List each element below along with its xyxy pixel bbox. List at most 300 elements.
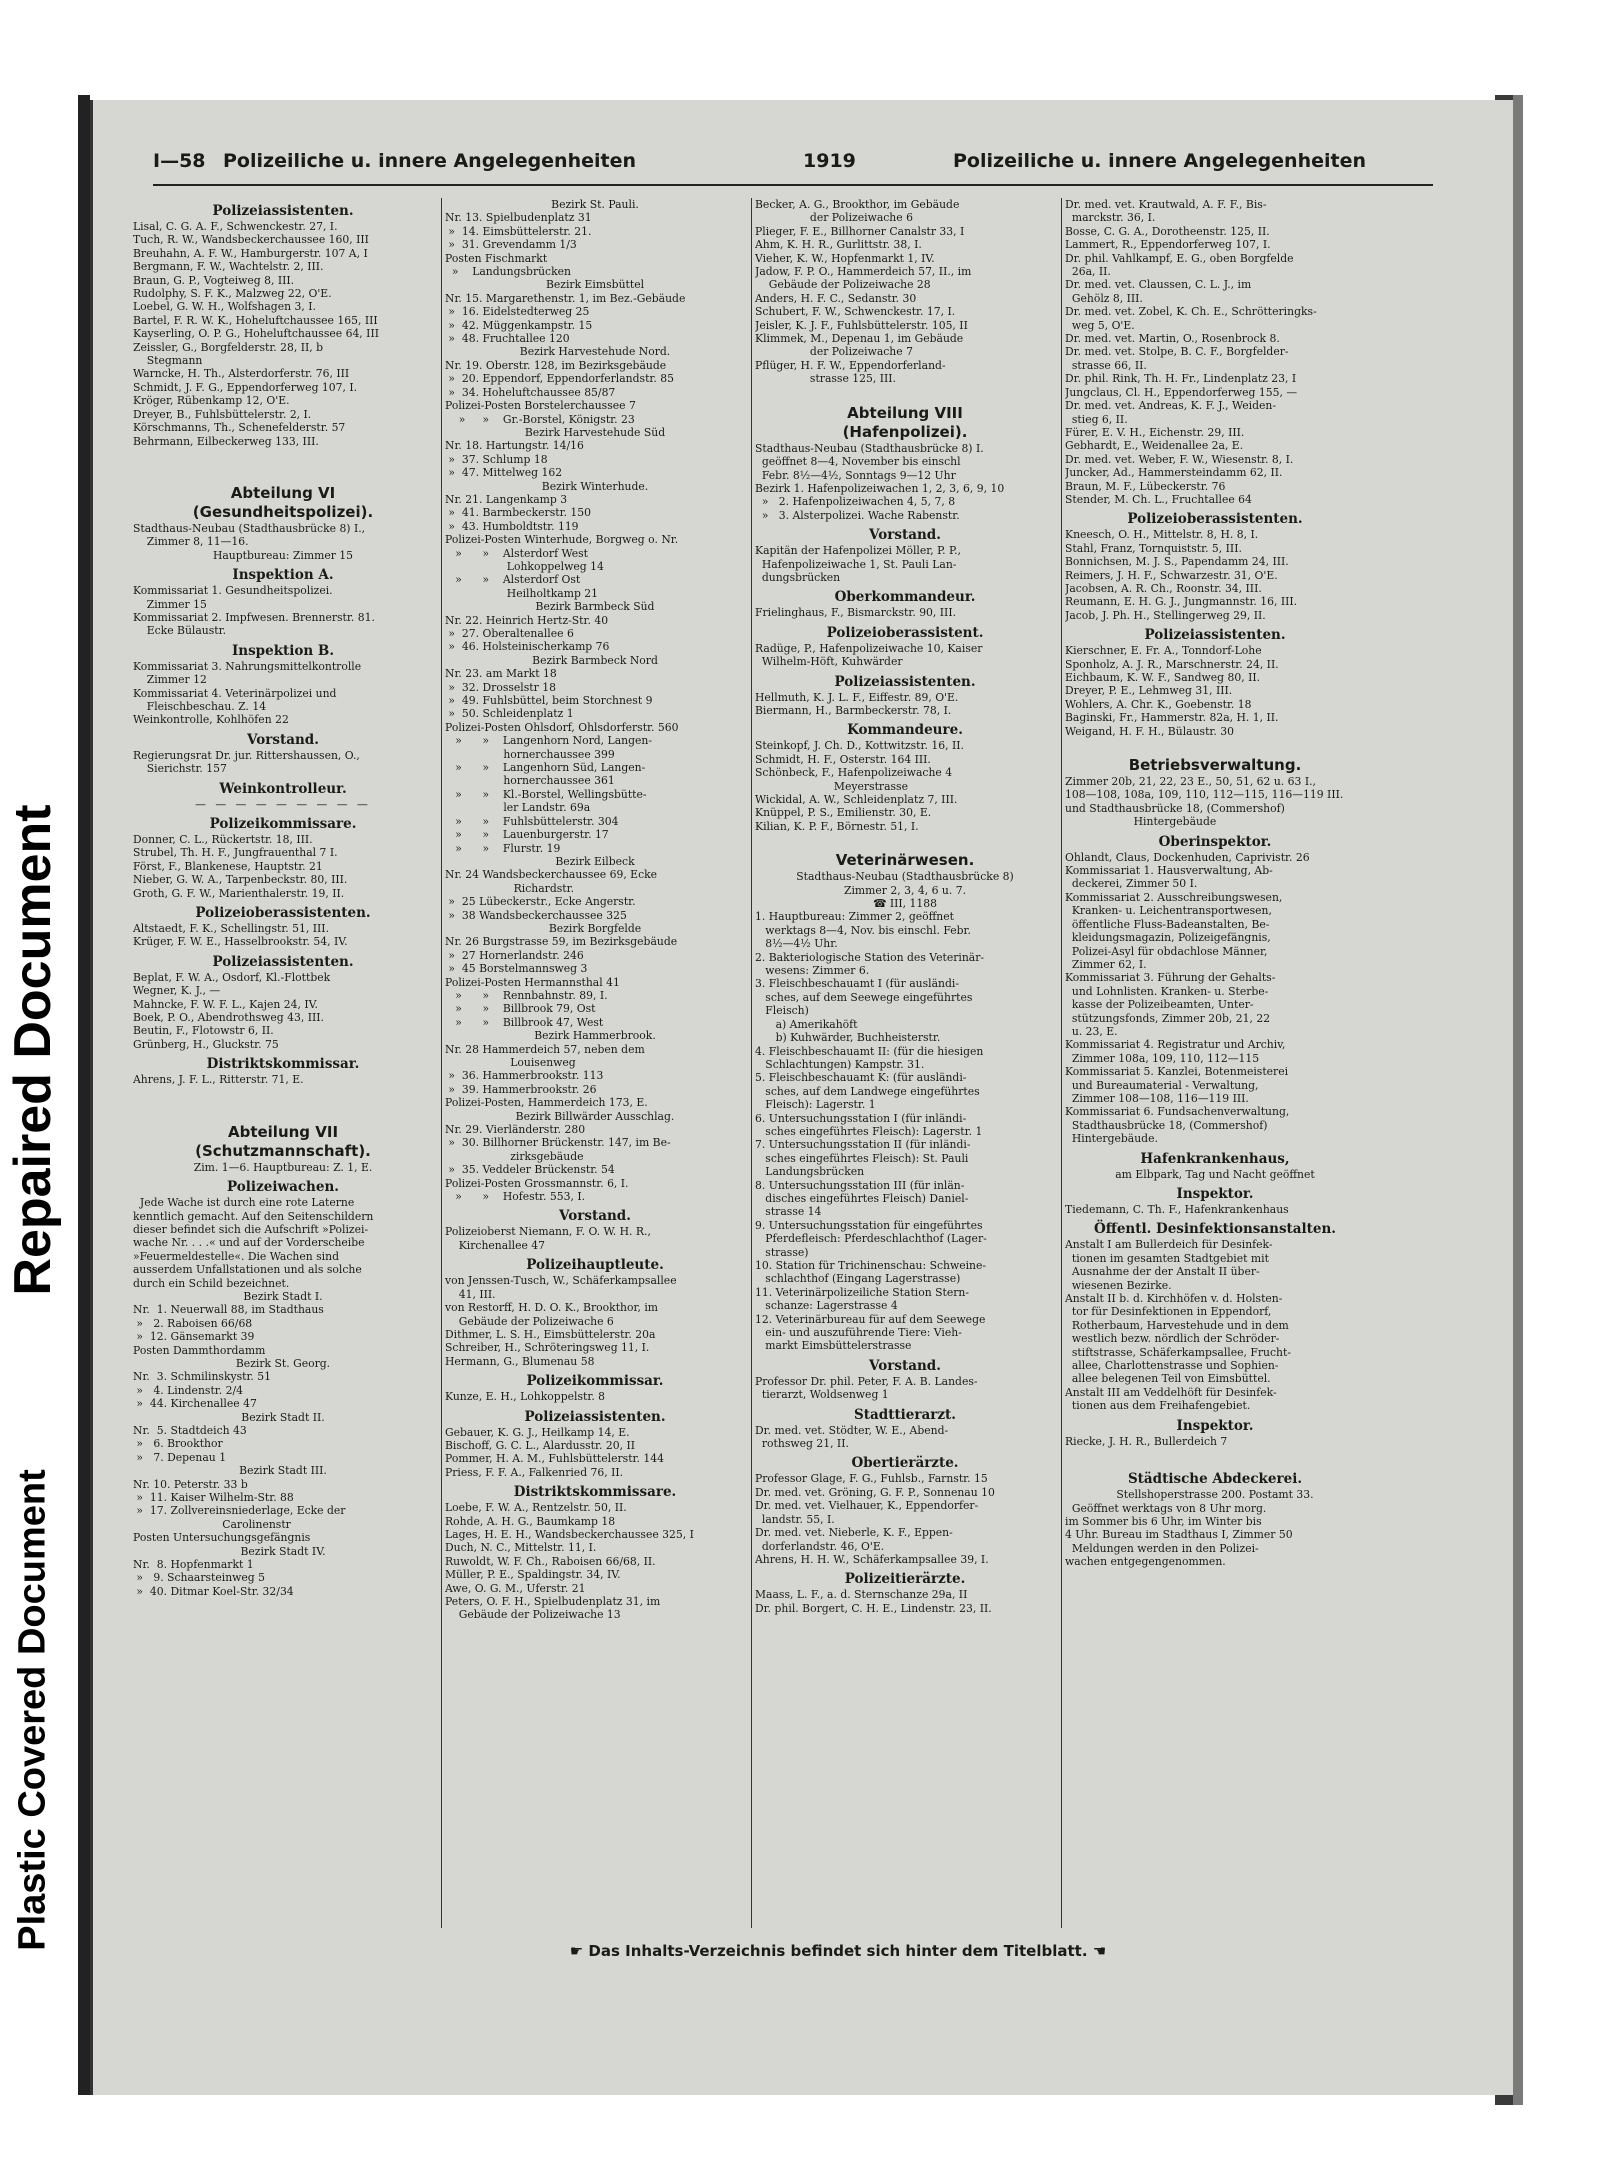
entry-line: Ahm, K. H. R., Gurlittstr. 38, I. (755, 238, 922, 252)
entry-line: Meyerstrasse (755, 779, 908, 793)
subheading: Bezirk Barmbeck Nord (532, 653, 658, 667)
department-heading: (Gesundheitspolizei). (192, 502, 374, 521)
entry-line: Ruwoldt, W. F. Ch., Raboisen 66/68, II. (445, 1554, 656, 1568)
entry-line: Peters, O. F. H., Spielbudenplatz 31, im (445, 1595, 661, 1608)
entry-line: Kunze, E. H., Lohkoppelstr. 8 (445, 1390, 606, 1404)
section-heading: Polizeioberassistenten. (1127, 511, 1303, 528)
entry-line: Biermann, H., Barmbeckerstr. 78, I. (755, 703, 952, 717)
entry-line: allee, Charlottenstrasse und Sophien- (1065, 1359, 1279, 1373)
section-heading: Oberinspektor. (1158, 833, 1272, 850)
entry-line: Bonnichsen, M. J. S., Papendamm 24, III. (1065, 555, 1289, 569)
section-heading: Oberkommandeur. (834, 589, 976, 606)
entry-line: Jadow, F. P. O., Hammerdeich 57, II., im (755, 265, 972, 279)
entry-line: kenntlich gemacht. Auf den Seitenschildern (133, 1209, 374, 1223)
entry-line: Zimmer 108—108, 116—119 III. (1065, 1091, 1249, 1105)
entry-line: Müller, P. E., Spaldingstr. 34, IV. (445, 1568, 621, 1582)
entry-line: Stender, M. Ch. L., Fruchtallee 64 (1065, 492, 1252, 506)
section-heading: Hafenkrankenhaus, (1140, 1150, 1290, 1167)
entry-line: Gehölz 8, III. (1065, 291, 1143, 305)
entry-line: Gebäude der Polizeiwache 28 (755, 278, 931, 292)
entry-line: 11. Veterinärpolizeiliche Station Stern- (755, 1285, 970, 1299)
entry-line: Ecke Bülaustr. (133, 624, 227, 638)
entry-line: Nr. 21. Langenkamp 3 (445, 492, 568, 506)
entry-line: allee belegenen Teil von Eimsbüttel. (1065, 1372, 1271, 1386)
entry-line: dieser befindet sich die Aufschrift »Polizei- (133, 1222, 369, 1236)
entry-line: Donner, C. L., Rückertstr. 18, III. (133, 833, 313, 846)
entry-line: Kommissariat 2. Impfwesen. Brennerstr. 81. (133, 610, 375, 624)
entry-line: Kommissariat 3. Nahrungsmittelkontrolle (133, 659, 362, 673)
entry-line: Fürer, E. V. H., Eichenstr. 29, III. (1065, 425, 1245, 439)
entry-line: Hellmuth, K. J. L. F., Eiffestr. 89, O'E. (755, 690, 959, 704)
entry-line: Sponholz, A. J. R., Marschnerstr. 24, II. (1065, 657, 1279, 671)
header-left-title: Polizeiliche u. innere Angelegenheiten (223, 150, 637, 172)
entry-line: Stegmann (133, 354, 203, 368)
entry-line: Meldungen werden in den Polizei- (1065, 1541, 1259, 1555)
entry-line: Nieber, G. W. A., Tarpenbeckstr. 80, III. (133, 873, 348, 887)
entry-line: Schmidt, J. F. G., Eppendorferweg 107, I. (133, 380, 358, 394)
entry-line: Anstalt I am Bullerdeich für Desinfek- (1065, 1238, 1273, 1252)
entry-line: Bartel, F. R. W. K., Hoheluftchaussee 165, III (133, 313, 378, 327)
entry-line: hornerchaussee 399 (445, 747, 615, 761)
entry-line: Mahncke, F. W. F. L., Kajen 24, IV. (133, 997, 318, 1011)
entry-line: » 48. Fruchtallee 120 (445, 332, 570, 346)
entry-line: tierarzt, Woldsenweg 1 (755, 1388, 889, 1402)
column-1 (133, 198, 433, 1928)
entry-line: Nr. 1. Neuerwall 88, im Stadthaus (133, 1303, 324, 1317)
entry-line: Beplat, F. W. A., Osdorf, Kl.-Flottbek (133, 970, 331, 984)
entry-line: » » Alsterdorf Ost (445, 573, 581, 587)
entry-line: » » Rennbahnstr. 89, I. (445, 988, 608, 1002)
entry-line: Landungsbrücken (755, 1165, 865, 1179)
entry-line: Juncker, Ad., Hammersteindamm 62, II. (1065, 466, 1283, 480)
entry-line: von Jenssen-Tusch, W., Schäferkampsallee (445, 1274, 677, 1288)
header-year: 1919 (803, 150, 856, 172)
entry-line: 4 Uhr. Bureau im Stadthaus I, Zimmer 50 (1065, 1528, 1293, 1542)
entry-line: Dr. med. vet. Zobel, K. Ch. E., Schrötteringks- (1065, 305, 1317, 319)
section-heading: Vorstand. (247, 731, 319, 748)
section-heading: Stadttierarzt. (854, 1406, 956, 1423)
entry-line: disches eingeführtes Fleisch) Daniel- (755, 1191, 969, 1205)
entry-line: » » Flurstr. 19 (445, 841, 561, 855)
header-right-title: Polizeiliche u. innere Angelegenheiten (953, 150, 1367, 172)
entry-line: Kommissariat 4. Registratur und Archiv, (1065, 1038, 1286, 1052)
entry-line: 8. Untersuchungsstation III (für inlän- (755, 1178, 965, 1192)
entry-line: Geöffnet werktags von 8 Uhr morg. (1065, 1501, 1267, 1515)
entry-line: sches, auf dem Landwege eingeführtes (755, 1084, 980, 1098)
entry-line: durch ein Schild bezeichnet. (133, 1276, 290, 1290)
entry-line: Kommissariat 1. Gesundheitspolizei. (133, 584, 333, 598)
entry-line: 108—108, 108a, 109, 110, 112—115, 116—119 III. (1065, 788, 1344, 802)
entry-line: Loebe, F. W. A., Rentzelstr. 50, II. (445, 1501, 627, 1515)
entry-line: » 11. Kaiser Wilhelm-Str. 88 (133, 1491, 294, 1505)
subheading: Bezirk Harvestehude Süd (524, 425, 666, 439)
spacer (133, 448, 433, 466)
entry-line: Dr. med. vet. Weber, F. W., Wiesenstr. 8, I. (1065, 452, 1294, 466)
entry-line: » » Kl.-Borstel, Wellingsbütte- (445, 787, 647, 801)
entry-line: Nr. 15. Margarethenstr. 1, im Bez.-Gebäude (445, 291, 686, 305)
column-divider (441, 198, 442, 1928)
entry-line: Lohkoppelweg 14 (445, 559, 604, 573)
entry-line: stieg 6, II. (1065, 412, 1128, 426)
entry-line: Reimers, J. H. F., Schwarzestr. 31, O'E. (1065, 568, 1278, 582)
entry-line: Altstaedt, F. K., Schellingstr. 51, III. (133, 922, 330, 936)
entry-line: Kneesch, O. H., Mittelstr. 8, H. 8, I. (1065, 528, 1259, 542)
section-heading: Kommandeure. (847, 722, 963, 739)
entry-line: 10. Station für Trichinenschau: Schweine- (755, 1259, 987, 1272)
entry-line: Gebhardt, E., Weidenallee 2a, E. (1065, 439, 1244, 453)
entry-line: 1. Hauptbureau: Zimmer 2, geöffnet (755, 910, 954, 924)
entry-line: Posten Fischmarkt (445, 251, 548, 265)
section-heading: Inspektor. (1176, 1186, 1254, 1202)
entry-line: Kirchenallee 47 (445, 1238, 546, 1252)
entry-line: Kommissariat 2. Ausschreibungswesen, (1065, 890, 1283, 904)
subheading: Hauptbureau: Zimmer 15 (212, 548, 354, 562)
entry-line: Frielinghaus, F., Bismarckstr. 90, III. (755, 606, 957, 620)
subheading: Bezirk Stadt I. (243, 1289, 323, 1303)
entry-line: Fleisch): Lagerstr. 1 (755, 1098, 876, 1112)
entry-line: Schreiber, H., Schröteringsweg 11, I. (445, 1341, 650, 1355)
header-rule (153, 184, 1433, 186)
department-heading: Abteilung VIII (847, 403, 963, 422)
entry-line: sches eingeführtes Fleisch): St. Pauli (755, 1151, 969, 1165)
entry-line: und Lohnlisten. Kranken- u. Sterbe- (1065, 984, 1269, 998)
entry-line: Polizei-Posten, Hammerdeich 173, E. (445, 1096, 648, 1110)
subheading: Bezirk Stadt IV. (240, 1544, 326, 1558)
section-heading: Polizeihauptleute. (526, 1257, 664, 1274)
entry-line: » » Fuhlsbüttelerstr. 304 (445, 814, 619, 828)
section-heading: Polizeioberassistenten. (195, 905, 371, 922)
entry-line: im Sommer bis 6 Uhr, im Winter bis (1065, 1514, 1262, 1528)
entry-line: Hafenpolizeiwache 1, St. Pauli Lan- (755, 557, 957, 571)
entry-line: Polizeioberst Niemann, F. O. W. H. R., (445, 1225, 651, 1239)
entry-line: Nr. 3. Schmilinskystr. 51 (133, 1370, 272, 1384)
subheading: am Elbpark, Tag und Nacht geöffnet (1115, 1167, 1315, 1181)
entry-line: Nr. 28 Hammerdeich 57, neben dem (445, 1042, 645, 1056)
entry-line: Bezirk 1. Hafenpolizeiwachen 1, 2, 3, 6, 9, 10 (755, 481, 1005, 495)
entry-line: 5. Fleischbeschauamt K: (für ausländi- (755, 1071, 967, 1085)
entry-line: Anstalt II b. d. Kirchhöfen v. d. Holsten- (1065, 1292, 1283, 1306)
entry-line: strasse) (755, 1245, 809, 1259)
entry-line: markt Eimsbüttelerstrasse (755, 1339, 912, 1353)
entry-line: Nr. 19. Oberstr. 128, im Bezirksgebäude (445, 358, 667, 372)
entry-line: strasse 125, III. (755, 372, 896, 386)
entry-line: Schlachtungen) Kampstr. 31. (755, 1057, 925, 1071)
entry-line: Hintergebäude. (1065, 1132, 1158, 1146)
entry-line: Schönbeck, F., Hafenpolizeiwache 4 (755, 766, 953, 780)
entry-line: Behrmann, Eilbeckerweg 133, III. (133, 434, 319, 448)
subheading: Stellshoperstrasse 200. Postamt 33. (1116, 1488, 1314, 1502)
entry-line: Nr. 23. am Markt 18 (445, 667, 557, 681)
stamp-repaired-text: Repaired Document (4, 804, 62, 1296)
entry-line: kasse der Polizeibeamten, Unter- (1065, 998, 1254, 1012)
section-heading: Obertierärzte. (851, 1455, 959, 1472)
entry-line: Baginski, Fr., Hammerstr. 82a, H. 1, II. (1065, 711, 1279, 725)
entry-line: Loebel, G. W. H., Wolfshagen 3, I. (133, 300, 316, 314)
entry-line: Kommissariat 3. Führung der Gehalts- (1065, 971, 1276, 985)
entry-line: Dr. phil. Borgert, C. H. E., Lindenstr. 23, II. (755, 1601, 992, 1615)
scan-border (78, 95, 90, 2095)
column-2 (445, 198, 745, 1928)
entry-line: Lages, H. E. H., Wandsbeckerchaussee 325, I (445, 1527, 694, 1541)
entry-line: Dreyer, P. E., Lehmweg 31, III. (1065, 684, 1233, 698)
entry-line: Pferdefleisch: Pferdeschlachthof (Lager- (755, 1232, 987, 1246)
entry-line: Breuhahn, A. F. W., Hamburgerstr. 107 A, I (133, 246, 368, 260)
entry-line: 26a, II. (1065, 265, 1111, 279)
entry-line: » 31. Grevendamm 1/3 (445, 238, 577, 252)
entry-line: Wegner, K. J., — (133, 984, 221, 998)
subheading: Bezirk Winterhude. (541, 479, 649, 493)
entry-line: und Bureaumaterial - Verwaltung, (1065, 1078, 1259, 1092)
entry-line: » » Alsterdorf West (445, 546, 588, 560)
subheading: Bezirk St. Pauli. (551, 198, 639, 211)
section-heading: Vorstand. (869, 1357, 941, 1374)
entry-line: ein- und auszuführende Tiere: Vieh- (755, 1326, 962, 1340)
column-4 (1065, 198, 1365, 1928)
department-heading: (Schutzmannschaft). (195, 1141, 371, 1160)
entry-line: Eichbaum, K. W. F., Sandweg 80, II. (1065, 671, 1261, 684)
entry-line: Gebäude der Polizeiwache 13 (445, 1608, 621, 1622)
subheading: Stadthaus-Neubau (Stadthausbrücke 8) (796, 870, 1014, 884)
entry-line: Dr. med. vet. Stolpe, B. C. F., Borgfelder- (1065, 345, 1289, 359)
entry-line: 6. Untersuchungsstation I (für inländi- (755, 1111, 967, 1125)
entry-line: Nr. 18. Hartungstr. 14/16 (445, 439, 584, 453)
entry-line: 2. Bakteriologische Station des Veterinär- (755, 950, 985, 964)
entry-line: Richardstr. (445, 881, 575, 895)
entry-line: schlachthof (Eingang Lagerstrasse) (755, 1272, 961, 1286)
entry-line: Ahrens, H. H. W., Schäferkampsallee 39, I. (755, 1552, 989, 1566)
entry-line: Kapitän der Hafenpolizei Möller, P. P., (755, 544, 961, 558)
entry-line: Schubert, F. W., Schwenckestr. 17, I. (755, 305, 956, 319)
entry-line: zirksgebäude (445, 1149, 584, 1163)
subheading: Bezirk St. Georg. (235, 1356, 331, 1370)
entry-line: » 4. Lindenstr. 2/4 (133, 1383, 243, 1397)
entry-line: Gebauer, K. G. J., Heilkamp 14, E. (445, 1425, 630, 1439)
subheading: Bezirk Harvestehude Nord. (519, 345, 671, 359)
entry-line: Wilhelm-Höft, Kuhwärder (755, 655, 903, 669)
entry-line: » 46. Holsteinischerkamp 76 (445, 640, 610, 654)
entry-line: Rotherbaum, Harvestehude und in dem (1065, 1318, 1289, 1332)
spacer (133, 1087, 433, 1105)
entry-line: Kilian, K. P. F., Börnestr. 51, I. (755, 819, 919, 833)
entry-line: Dr. phil. Vahlkampf, E. G., oben Borgfelde (1065, 251, 1294, 265)
entry-line: » 12. Gänsemarkt 39 (133, 1330, 255, 1344)
entry-line: 9. Untersuchungsstation für eingeführtes (755, 1218, 983, 1232)
spacer (1065, 738, 1365, 756)
entry-line: Boek, P. O., Abendrothsweg 43, III. (133, 1011, 324, 1025)
entry-line: Reumann, E. H. G. J., Jungmannstr. 16, III. (1065, 595, 1298, 609)
entry-line: Strubel, Th. H. F., Jungfrauenthal 7 I. (133, 846, 338, 860)
entry-line: Professor Dr. phil. Peter, F. A. B. Landes- (755, 1374, 978, 1388)
entry-line: Louisenweg (445, 1056, 576, 1069)
entry-line: Dr. med. vet. Claussen, C. L. J., im (1065, 278, 1252, 292)
subheading: Bezirk Hammerbrook. (534, 1029, 656, 1043)
entry-line: » 47. Mittelweg 162 (445, 466, 563, 480)
entry-line: Först, F., Blankenese, Hauptstr. 21 (133, 859, 323, 873)
section-heading: Polizeiassistenten. (524, 1408, 666, 1425)
entry-line: u. 23, E. (1065, 1024, 1118, 1038)
entry-line: Awe, O. G. M., Uferstr. 21 (445, 1581, 586, 1595)
entry-line: Kayserling, O. P. G., Hoheluftchaussee 64, III (133, 327, 379, 341)
spacer (133, 466, 433, 484)
entry-line: Weigand, H. F. H., Bülaustr. 30 (1065, 724, 1234, 738)
section-heading: Öffentl. Desinfektionsanstalten. (1094, 1221, 1336, 1238)
entry-line: Jungclaus, Cl. H., Eppendorferweg 155, — (1065, 385, 1298, 399)
entry-line: Posten Dammthordamm (133, 1343, 266, 1357)
entry-line: Krüger, F. W. E., Hasselbrookstr. 54, IV. (133, 935, 348, 949)
entry-line: » 35. Veddeler Brückenstr. 54 (445, 1163, 615, 1177)
entry-line: Lammert, R., Eppendorferweg 107, I. (1065, 238, 1271, 252)
entry-line: » 7. Depenau 1 (133, 1450, 227, 1464)
entry-line: Plieger, F. E., Billhorner Canalstr 33, I (755, 224, 965, 238)
section-heading: Vorstand. (559, 1208, 631, 1225)
entry-line: Heilholtkamp 21 (445, 586, 599, 600)
entry-line: Wohlers, A. Chr. K., Goebenstr. 18 (1065, 697, 1252, 711)
entry-line: » 16. Eidelstedterweg 25 (445, 305, 590, 319)
entry-line: wesens: Zimmer 6. (755, 964, 870, 978)
entry-line: Gebäude der Polizeiwache 6 (445, 1314, 614, 1328)
subheading: Zimmer 2, 3, 4, 6 u. 7. (843, 883, 967, 897)
entry-line: 41, III. (445, 1287, 496, 1301)
section-heading: Polizeikommissar. (526, 1373, 664, 1390)
department-heading: Abteilung VI (230, 483, 336, 502)
entry-line: Nr. 22. Heinrich Hertz-Str. 40 (445, 613, 609, 627)
subheading: Bezirk Stadt II. (241, 1410, 325, 1424)
document-page (90, 100, 1513, 2095)
entry-line: Professor Glage, F. G., Fuhlsb., Farnstr. 15 (755, 1472, 988, 1486)
entry-line: Dreyer, B., Fuhlsbüttelerstr. 2, I. (133, 407, 312, 421)
entry-line: Stadthaus-Neubau (Stadthausbrücke 8) I., (133, 521, 366, 535)
subheading: Bezirk Borgfelde (548, 921, 642, 935)
entry-line: Nr. 24 Wandsbeckerchaussee 69, Ecke (445, 868, 658, 882)
entry-line: Polizei-Posten Grossmannstr. 6, I. (445, 1176, 629, 1190)
entry-line: geöffnet 8—4, November bis einschl (755, 455, 961, 469)
entry-line: und Stadthausbrücke 18, (Commershof) (1065, 801, 1285, 815)
entry-line: Febr. 8½—4½, Sonntags 9—12 Uhr (755, 468, 956, 482)
entry-line: » 40. Ditmar Koel-Str. 32/34 (133, 1584, 294, 1598)
entry-line: » 42. Müggenkampstr. 15 (445, 318, 593, 332)
entry-line: Jacobsen, A. R. Ch., Roonstr. 34, III. (1065, 581, 1262, 595)
entry-line: Kranken- u. Leichentransportwesen, (1065, 904, 1272, 918)
entry-line: » 17. Zollvereinsniederlage, Ecke der (133, 1504, 346, 1518)
entry-line: ler Landstr. 69a (445, 801, 591, 815)
entry-line: » 9. Schaarsteinweg 5 (133, 1571, 266, 1585)
entry-line: Ahrens, J. F. L., Ritterstr. 71, E. (133, 1073, 304, 1087)
entry-line: deckerei, Zimmer 50 I. (1065, 877, 1198, 891)
section-heading: Polizeitierärzte. (844, 1571, 966, 1588)
entry-line: Dr. med. vet. Krautwald, A. F. F., Bis- (1065, 198, 1267, 211)
entry-line: Rudolphy, S. F. K., Malzweg 22, O'E. (133, 287, 332, 301)
entry-line: Bosse, C. G. A., Dorotheenstr. 125, II. (1065, 224, 1270, 238)
entry-line: » 2. Hafenpolizeiwachen 4, 5, 7, 8 (755, 495, 956, 509)
entry-line: Hintergebäude (1065, 815, 1217, 829)
entry-line: Tuch, R. W., Wandsbeckerchaussee 160, III (133, 233, 369, 247)
entry-line: 4. Fleischbeschauamt II: (für die hiesigen (755, 1044, 984, 1058)
entry-line: Kröger, Rübenkamp 12, O'E. (133, 394, 290, 408)
entry-line: » 45 Borstelmannsweg 3 (445, 962, 588, 976)
entry-line: strasse 66, II. (1065, 358, 1147, 372)
entry-line: Körschmanns, Th., Schenefelderstr. 57 (133, 421, 346, 435)
entry-line: Wickidal, A. W., Schleidenplatz 7, III. (755, 793, 958, 806)
section-heading: Vorstand. (869, 527, 941, 544)
entry-line: Nr. 5. Stadtdeich 43 (133, 1424, 247, 1437)
entry-line: » 39. Hammerbrookstr. 26 (445, 1082, 597, 1096)
entry-line: tionen im gesamten Stadtgebiet mit (1065, 1251, 1269, 1265)
entry-line: » » Hofestr. 553, I. (445, 1190, 586, 1204)
department-heading: Abteilung VII (227, 1122, 339, 1141)
entry-line: 12. Veterinärbureau für auf dem Seewege (755, 1312, 986, 1326)
entry-line: rothsweg 21, II. (755, 1437, 849, 1451)
entry-line: westlich bezw. nördlich der Schröder- (1065, 1332, 1280, 1346)
entry-line: Zimmer 108a, 109, 110, 112—115 (1065, 1051, 1260, 1065)
entry-line: sches eingeführtes Fleisch): Lagerstr. 1 (755, 1124, 983, 1138)
entry-line: ausserdem Unfallstationen und als solche (133, 1263, 362, 1277)
entry-line: » 36. Hammerbrookstr. 113 (445, 1069, 604, 1083)
entry-line: Dr. med. vet. Andreas, K. F. J., Weiden- (1065, 399, 1276, 413)
entry-line: Pommer, H. A. M., Fuhlsbüttelerstr. 144 (445, 1452, 664, 1466)
entry-line: Jede Wache ist durch eine rote Laterne (133, 1196, 355, 1210)
entry-line: Zimmer 62, I. (1065, 957, 1147, 971)
entry-line: werktags 8—4, Nov. bis einschl. Febr. (755, 923, 971, 937)
entry-line: Grünberg, H., Gluckstr. 75 (133, 1037, 279, 1051)
department-heading: Veterinärwesen. (835, 851, 975, 870)
section-heading: Polizeiwachen. (227, 1179, 339, 1196)
entry-line: Dr. med. vet. Nieberle, K. F., Eppen- (755, 1526, 953, 1540)
column-3 (755, 198, 1055, 1928)
entry-line: Dr. med. vet. Stödter, W. E., Abend- (755, 1423, 949, 1437)
spacer (755, 386, 1055, 404)
entry-line: Duch, N. C., Mittelstr. 11, I. (445, 1541, 597, 1555)
entry-line: Rohde, A. H. G., Baumkamp 18 (445, 1514, 616, 1528)
entry-line: Stahl, Franz, Tornquiststr. 5, III. (1065, 541, 1242, 555)
entry-line: Stadthaus-Neubau (Stadthausbrücke 8) I. (755, 441, 984, 455)
entry-line: Zimmer 12 (133, 673, 207, 687)
entry-line: Kommissariat 5. Kanzlei, Botenmeisterei (1065, 1065, 1289, 1079)
stamp-plastic-text: Plastic Covered Document (11, 1469, 54, 1951)
section-heading: Polizeiassistenten. (212, 953, 354, 970)
section-heading: Städtische Abdeckerei. (1127, 1471, 1303, 1488)
entry-line: Ausnahme der der Anstalt II über- (1065, 1265, 1260, 1279)
entry-line: Riecke, J. H. R., Bullerdeich 7 (1065, 1434, 1228, 1448)
entry-line: Kommissariat 4. Veterinärpolizei und (133, 686, 337, 700)
entry-line: Tiedemann, C. Th. F., Hafenkrankenhaus (1065, 1203, 1289, 1216)
entry-line: Dr. med. vet. Gröning, G. F. P., Sonnenau 10 (755, 1485, 995, 1499)
entry-line: » 20. Eppendorf, Eppendorferlandstr. 85 (445, 372, 674, 386)
entry-line: Polizei-Asyl für obdachlose Männer, (1065, 944, 1268, 958)
entry-line: » » Langenhorn Nord, Langen- (445, 734, 652, 748)
entry-line: Posten Untersuchungsgefängnis (133, 1531, 311, 1545)
divider-dashes: — — — — — — — — — (195, 797, 371, 811)
entry-line: » » Billbrook 79, Ost (445, 1002, 596, 1016)
margin-strip (66, 0, 78, 2177)
entry-line: stützungsfonds, Zimmer 20b, 21, 22 (1065, 1011, 1271, 1025)
section-heading: Polizeiassistenten. (212, 203, 354, 219)
entry-line: » 27. Oberaltenallee 6 (445, 627, 574, 640)
entry-line: » 43. Humboldtstr. 119 (445, 519, 579, 533)
subheading: Bezirk Billwärder Ausschlag. (515, 1109, 675, 1123)
entry-line: Dithmer, L. S. H., Eimsbüttelerstr. 20a (445, 1327, 656, 1341)
entry-line: von Restorff, H. D. O. K., Brookthor, im (445, 1301, 659, 1315)
entry-line: Beutin, F., Flotowstr 6, II. (133, 1024, 274, 1038)
subheading: Bezirk Barmbeck Süd (535, 600, 655, 614)
entry-line: » 30. Billhorner Brückenstr. 147, im Be- (445, 1136, 671, 1150)
entry-line: Becker, A. G., Brookthor, im Gebäude (755, 198, 960, 211)
spacer (133, 1105, 433, 1123)
entry-line: stiftstrasse, Schäferkampsallee, Frucht- (1065, 1345, 1291, 1359)
entry-line: Maass, L. F., a. d. Sternschanze 29a, II (755, 1588, 968, 1602)
entry-line: Kommissariat 1. Hausverwaltung, Ab- (1065, 864, 1273, 878)
entry-line: Dr. med. vet. Martin, O., Rosenbrock 8. (1065, 332, 1280, 346)
entry-line: » 44. Kirchenallee 47 (133, 1397, 257, 1411)
